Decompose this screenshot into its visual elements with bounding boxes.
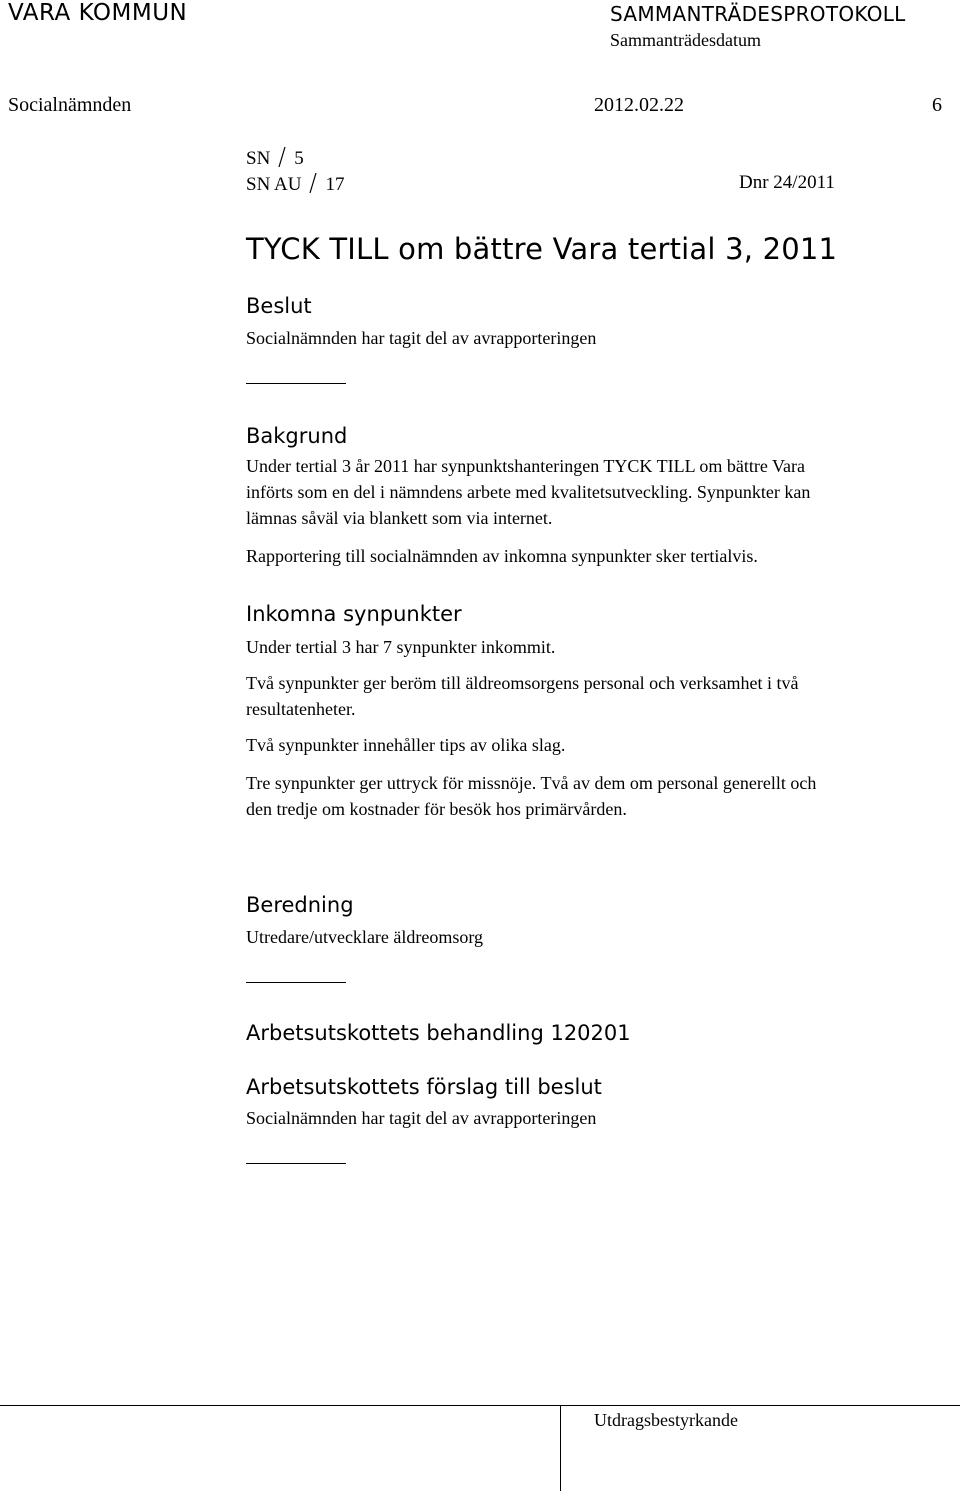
paragraph-slash-icon bbox=[276, 146, 288, 168]
document-type: SAMMANTRÄDESPROTOKOLL bbox=[610, 2, 906, 26]
au-label: SN AU bbox=[246, 174, 302, 195]
inkomna-count-text: Under tertial 3 har 7 synpunkter inkommit. bbox=[246, 637, 556, 657]
sn-label: SN bbox=[246, 148, 271, 169]
bakgrund-reporting-text: Rapportering till socialnämnden av inkomna synpunkter sker tertialvis. bbox=[246, 546, 758, 566]
meeting-date-label: Sammanträdesdatum bbox=[610, 30, 761, 50]
inkomna-line: resultatenheter. bbox=[246, 699, 356, 719]
section-divider bbox=[246, 383, 346, 384]
inkomna-heading: Inkomna synpunkter bbox=[246, 602, 462, 626]
organ-name: Socialnämnden bbox=[8, 94, 132, 116]
bakgrund-heading: Bakgrund bbox=[246, 424, 348, 448]
municipality-name: VARA KOMMUN bbox=[8, 0, 188, 26]
meeting-date: 2012.02.22 bbox=[594, 94, 684, 116]
sn-number: 5 bbox=[294, 148, 304, 169]
bakgrund-line: lämnas såväl via blankett som via internet. bbox=[246, 508, 553, 528]
inkomna-line: den tredje om kostnader för besök hos primärvården. bbox=[246, 799, 627, 819]
beredning-text: Utredare/utvecklare äldreomsorg bbox=[246, 927, 484, 947]
au-forslag-heading: Arbetsutskottets förslag till beslut bbox=[246, 1075, 602, 1099]
page-number: 6 bbox=[932, 94, 942, 116]
bakgrund-line: införts som en del i nämndens arbete med kvalitetsutveckling. Synpunkter kan bbox=[246, 482, 811, 502]
section-divider bbox=[246, 1163, 346, 1164]
inkomna-tips-text: Två synpunkter innehåller tips av olika slag. bbox=[246, 735, 566, 755]
au-reference bbox=[246, 172, 344, 196]
footer-rule bbox=[0, 1405, 960, 1406]
bakgrund-paragraph bbox=[246, 453, 950, 531]
diary-number: Dnr 24/2011 bbox=[739, 172, 835, 193]
inkomna-praise-paragraph bbox=[246, 670, 950, 722]
beredning-heading: Beredning bbox=[246, 893, 354, 917]
inkomna-complaints-paragraph bbox=[246, 770, 950, 822]
au-behandling-heading: Arbetsutskottets behandling 120201 bbox=[246, 1021, 631, 1045]
inkomna-line: Tre synpunkter ger uttryck för missnöje. Två av dem om personal generellt och bbox=[246, 773, 817, 793]
footer-divider bbox=[560, 1405, 561, 1491]
beslut-heading: Beslut bbox=[246, 294, 312, 318]
paragraph-slash-icon bbox=[307, 172, 319, 194]
inkomna-line: Två synpunkter ger beröm till äldreomsorgens personal och verksamhet i två bbox=[246, 673, 799, 693]
footer-certification-label: Utdragsbestyrkande bbox=[594, 1410, 738, 1430]
au-forslag-text: Socialnämnden har tagit del av avrapporteringen bbox=[246, 1108, 597, 1128]
beslut-text: Socialnämnden har tagit del av avrapporteringen bbox=[246, 328, 597, 348]
au-number: 17 bbox=[325, 174, 345, 195]
page-title: TYCK TILL om bättre Vara tertial 3, 2011 bbox=[246, 232, 838, 266]
sn-reference bbox=[246, 146, 304, 170]
section-divider bbox=[246, 982, 346, 983]
bakgrund-line: Under tertial 3 år 2011 har synpunktshanteringen TYCK TILL om bättre Vara bbox=[246, 456, 806, 476]
